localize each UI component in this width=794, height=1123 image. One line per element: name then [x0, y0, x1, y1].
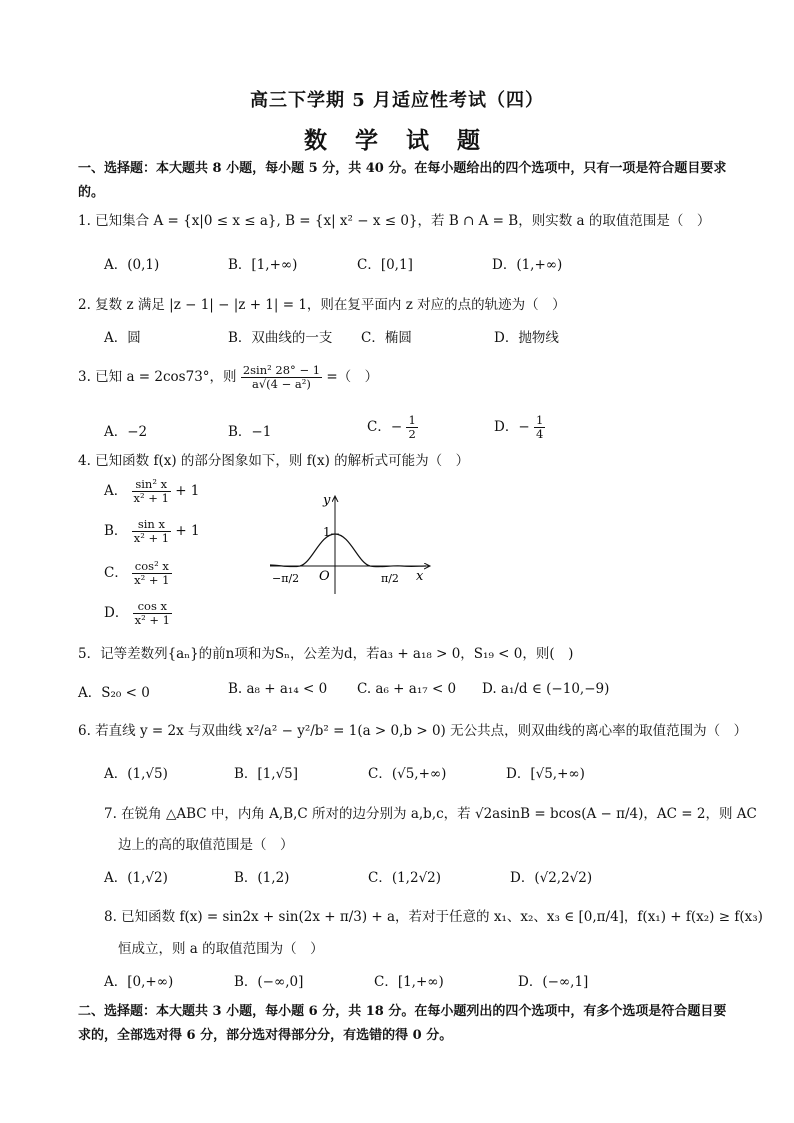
- question-4-stem: 4. 已知函数 f(x) 的部分图象如下，则 f(x) 的解析式可能为（ ）: [78, 453, 470, 469]
- q5-option-d: D. a₁/d ∈ (−10,−9): [482, 681, 610, 697]
- fraction-numerator: sin x: [132, 518, 171, 532]
- fraction-numerator: cos² x: [132, 560, 171, 574]
- question-6-stem: 6. 若直线 y = 2x 与双曲线 x²/a² − y²/b² = 1(a > 0,b > 0) 无公共点，则双曲线的离心率的取值范围为（ ）: [78, 723, 748, 739]
- q3-fraction-denominator: a√(4 − a²): [252, 377, 311, 391]
- q2-option-d: D．抛物线: [494, 330, 559, 346]
- exam-title: 高三下学期 5 月适应性考试（四）: [249, 90, 545, 111]
- option-fraction: [132, 560, 171, 587]
- q5-option-a: A．S₂₀ < 0: [78, 685, 150, 701]
- fraction-denominator: x² + 1: [134, 613, 170, 627]
- q3-option-c-fraction: [406, 414, 417, 441]
- q3-option-a: A．−2: [104, 424, 148, 440]
- fraction-denominator: x² + 1: [134, 573, 170, 587]
- q3-option-d-label: D．−: [494, 419, 530, 435]
- option-label: C．: [104, 565, 128, 581]
- q1-option-a: A．(0,1): [104, 257, 160, 273]
- question-5-stem: 5．记等差数列{aₙ}的前n项和为Sₙ，公差为d，若a₃ + a₁₈ > 0，S₁₉ < 0，则( ): [78, 646, 574, 662]
- option-fraction: [133, 600, 172, 627]
- option-label: A．: [104, 483, 128, 499]
- q6-option-b: B．[1,√5]: [234, 766, 299, 782]
- q4-option-d: [104, 600, 172, 627]
- left-tick-label: −π/2: [272, 572, 300, 585]
- function-curve: [270, 534, 426, 567]
- question-7-stem: 7. 在锐角 △ABC 中，内角 A,B,C 所对的边分别为 a,b,c，若 √2asinB = bcos(A − π/4)，AC = 2，则 AC: [104, 806, 757, 822]
- question-2-stem: 2. 复数 z 满足 |z − 1| − |z + 1| = 1，则在复平面内 z 对应的点的轨迹为（ ）: [78, 297, 566, 313]
- q4-option-c: [104, 560, 172, 587]
- option-tail: + 1: [175, 523, 200, 539]
- q3-option-d: [494, 414, 545, 441]
- fraction-denominator: x² + 1: [133, 491, 169, 505]
- fraction-denominator: 4: [535, 427, 544, 441]
- q6-option-d: D．[√5,+∞): [506, 766, 585, 782]
- q4-option-b: [104, 518, 200, 545]
- q7-option-b: B．(1,2): [234, 870, 290, 886]
- q3-option-c: [367, 414, 418, 441]
- q3-option-d-fraction: [534, 414, 545, 441]
- x-axis-label: x: [416, 569, 424, 584]
- question-8-stem-continued: 恒成立，则 a 的取值范围为（ ）: [118, 941, 324, 957]
- fraction-numerator: 1: [408, 413, 416, 427]
- q4-option-a: [104, 478, 199, 505]
- q3-stem-start: 3. 已知 a = 2cos73°，则: [78, 369, 237, 385]
- question-7-stem-continued: 边上的高的取值范围是（ ）: [118, 837, 294, 853]
- q4-function-graph: [252, 490, 442, 602]
- q2-option-b: B．双曲线的一支: [228, 330, 333, 346]
- q8-option-a: A．[0,+∞): [104, 974, 174, 990]
- question-3-stem: [78, 364, 728, 391]
- option-label: D．: [104, 605, 129, 621]
- q8-option-c: C．[1,+∞): [374, 974, 444, 990]
- fraction-numerator: cos x: [133, 600, 172, 614]
- section-2-instructions: 二、选择题：本大题共 3 小题，每小题 6 分，共 18 分。在每小题列出的四个选项中，有多个选项是符合题目要求的，全部选对得 6 分，部分选对得部分分，有选错的得 0 分。: [78, 1004, 727, 1043]
- q3-fraction: [241, 364, 322, 391]
- peak-label: 1: [323, 525, 331, 539]
- q6-option-a: A．(1,√5): [104, 766, 168, 782]
- fraction-denominator: 2: [408, 427, 416, 441]
- question-8-stem: 8. 已知函数 f(x) = sin2x + sin(2x + π/3) + a，若对于任意的 x₁、x₂、x₃ ∈ [0,π/4]，f(x₁) + f(x₂) ≥ f(x₃): [104, 909, 763, 925]
- y-axis-label: y: [323, 493, 331, 508]
- q7-option-a: A．(1,√2): [104, 870, 168, 886]
- q1-option-b: B．[1,+∞): [228, 257, 298, 273]
- q7-option-d: D．(√2,2√2): [510, 870, 593, 886]
- option-fraction: [132, 518, 171, 545]
- q5-option-b: B. a₈ + a₁₄ < 0: [228, 681, 328, 697]
- q7-option-c: C．(1,2√2): [368, 870, 442, 886]
- option-label: B．: [104, 523, 128, 539]
- exam-subtitle: 数 学 试 题: [303, 127, 491, 154]
- option-fraction: [132, 478, 171, 505]
- q6-option-c: C．(√5,+∞): [368, 766, 447, 782]
- q3-fraction-numerator: 2sin² 28° − 1: [242, 363, 321, 377]
- q8-option-b: B．(−∞,0]: [234, 974, 304, 990]
- question-1-stem: 1. 已知集合 A = {x|0 ≤ x ≤ a}, B = {x| x² − x ≤ 0}，若 B ∩ A = B，则实数 a 的取值范围是（ ）: [78, 213, 711, 229]
- q3-option-b: B．−1: [228, 424, 272, 440]
- option-tail: + 1: [175, 483, 200, 499]
- q2-option-c: C．椭圆: [361, 330, 412, 346]
- fraction-denominator: x² + 1: [133, 531, 170, 545]
- q3-stem-end: =（ ）: [326, 369, 379, 385]
- fraction-numerator: sin² x: [132, 478, 171, 492]
- q2-option-a: A．圆: [104, 330, 141, 346]
- q8-option-d: D．(−∞,1]: [518, 974, 589, 990]
- section-1-instructions: 一、选择题：本大题共 8 小题，每小题 5 分，共 40 分。在每小题给出的四个选项中，只有一项是符合题目要求的。: [78, 161, 727, 200]
- q3-option-c-label: C．−: [367, 419, 403, 435]
- origin-label: O: [319, 569, 330, 584]
- q5-option-c: C. a₆ + a₁₇ < 0: [357, 681, 457, 697]
- q1-option-c: C．[0,1]: [357, 257, 413, 273]
- right-tick-label: π/2: [381, 572, 399, 585]
- fraction-numerator: 1: [535, 413, 544, 427]
- q1-option-d: D．(1,+∞): [492, 257, 563, 273]
